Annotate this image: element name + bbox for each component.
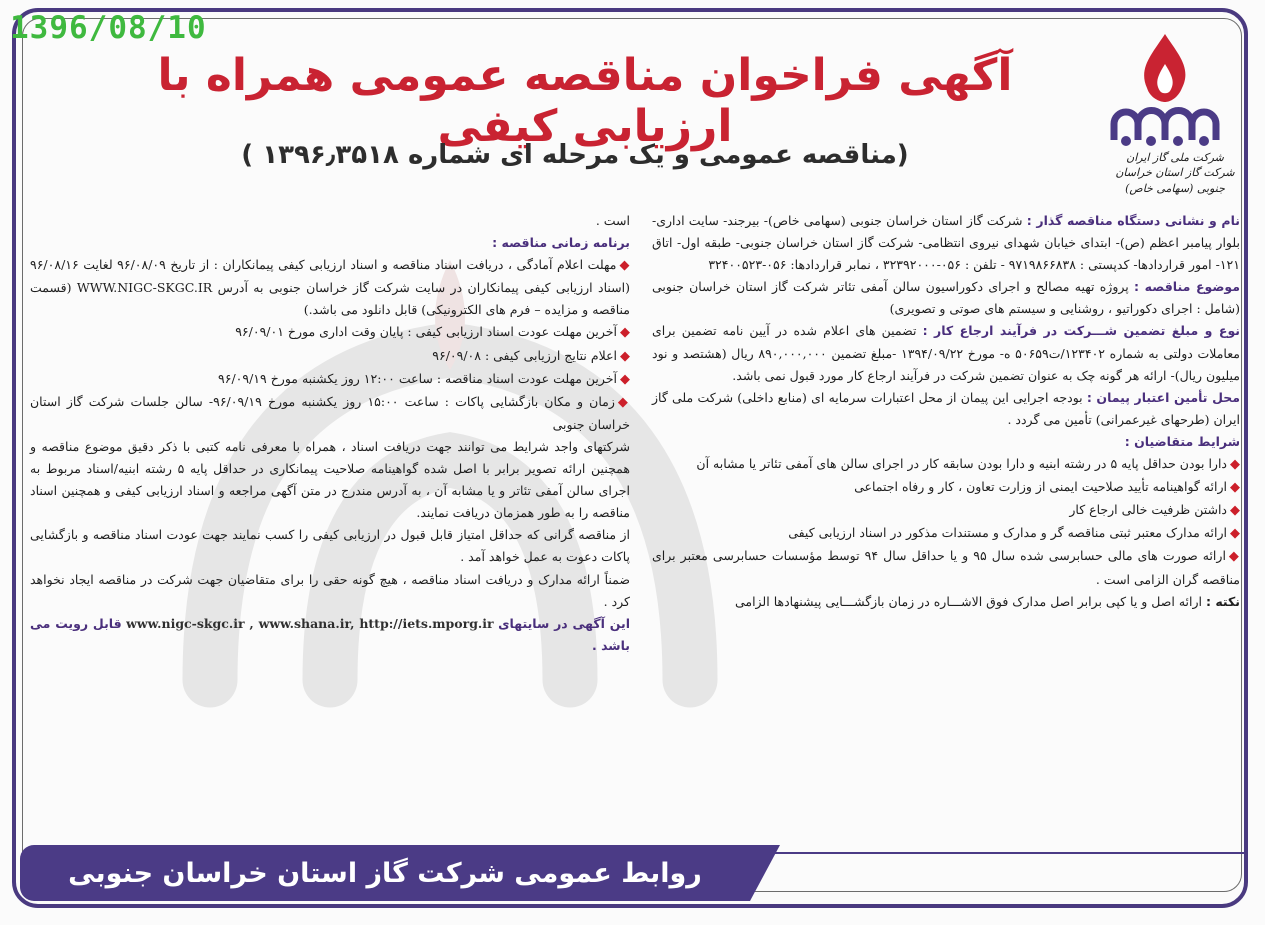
subject-heading: موضوع مناقصه : xyxy=(1134,279,1240,295)
condition-item xyxy=(652,476,1240,499)
left-column xyxy=(30,210,630,657)
funding-text: بودجه اجرایی این پیمان از محل اعتبارات سرمایه ای (منابع داخلی) شرکت ملی گاز ایران (طرحهای غیرعمرانی) تأمین می گردد . xyxy=(652,389,1240,427)
schedule-item xyxy=(30,391,630,436)
qualification-paragraph: از مناقصه گرانی که حداقل امتیاز قابل قبول در ارزیابی کیفی را کسب نمایند جهت عودت اسناد مناقصه و بازگشایی پاکات دعوت به عمل خواهد آمد . xyxy=(30,527,630,565)
schedule-heading: برنامه زمانی مناقصه : xyxy=(492,235,630,251)
schedule-text: زمان و مکان بازگشایی پاکات : ساعت ۱۵:۰۰ روز یکشنبه مورخ ۹۶/۰۹/۱۹- سالن جلسات شرکت گاز استان خراسان جنوبی xyxy=(30,393,630,432)
footer-signature: روابط عمومی شرکت گاز استان خراسان جنوبی xyxy=(68,857,702,889)
condition-item xyxy=(652,499,1240,522)
diamond-bullet-icon: ◆ xyxy=(1230,457,1240,473)
schedule-heading-row xyxy=(30,232,630,254)
footer-band xyxy=(20,845,750,901)
schedule-item xyxy=(30,345,630,368)
subject-section xyxy=(652,276,1240,320)
tender-number-subtitle: (مناقصه عمومی و یک مرحله ای شماره ۱۳۹۶٫۳۵۱۸ ) xyxy=(241,140,909,170)
organizer-text: شرکت گاز استان خراسان جنوبی (سهامی خاص)- بیرجند- سایت اداری- بلوار پیامبر اعظم (ص)- ابتدای خیابان شهدای نیروی انتظامی- شرکت گاز استان خراسان جنوبی- طبقه اول- اتاق ۱۲۱- امور قراردادها- کدپستی : ۹۷۱۹۸۶۶۸۳۸ - تلفن : ۰۵۶-۳۲۳۹۲۰۰۰ ، نمابر قراردادها: ۰۵۶-۳۲۴۰۰۵۲۳ xyxy=(652,213,1240,273)
funding-heading: محل تأمین اعتبار پیمان : xyxy=(1086,389,1240,405)
note-heading: نکته : xyxy=(1206,593,1240,609)
organizer-section xyxy=(652,210,1240,276)
schedule-item xyxy=(30,254,630,321)
schedule-item xyxy=(30,368,630,391)
diamond-bullet-icon: ◆ xyxy=(620,371,630,387)
condition-text: داشتن ظرفیت خالی ارجاع کار xyxy=(1069,502,1227,518)
condition-item xyxy=(652,522,1240,545)
schedule-text: اعلام نتایج ارزیابی کیفی : ۹۶/۰۹/۰۸ xyxy=(432,347,617,363)
diamond-bullet-icon: ◆ xyxy=(1230,503,1240,519)
right-column xyxy=(652,210,1240,613)
nigc-logo-icon xyxy=(1100,28,1230,148)
funding-section xyxy=(652,387,1240,431)
diamond-bullet-icon: ◆ xyxy=(1228,549,1240,565)
continuation-text: است . xyxy=(595,213,630,228)
diamond-bullet-icon: ◆ xyxy=(619,258,630,274)
condition-text: ارائه گواهینامه تأیید صلاحیت ایمنی از وزارت تعاون ، کار و رفاه اجتماعی xyxy=(854,479,1227,495)
company-line-parent: شرکت ملی گاز ایران xyxy=(1126,151,1224,164)
schedule-text: آخرین مهلت عودت اسناد ارزیابی کیفی : پایان وقت اداری مورخ ۹۶/۰۹/۰۱ xyxy=(235,324,617,340)
websites-suffix: قابل رویت می باشد . xyxy=(30,615,630,653)
page-title: آگهی فراخوان مناقصه عمومی همراه با ارزیابی کیفی xyxy=(157,50,1013,152)
guarantee-section xyxy=(652,320,1240,386)
condition-item xyxy=(652,453,1240,476)
note-section xyxy=(652,591,1240,613)
condition-item xyxy=(652,545,1240,590)
diamond-bullet-icon: ◆ xyxy=(617,394,630,410)
condition-text: دارا بودن حداقل پایه ۵ در رشته ابنیه و دارا بودن سابقه کار در اجرای سالن های آمفی تئاتر یا مشابه آن xyxy=(696,456,1227,472)
diamond-bullet-icon: ◆ xyxy=(1230,526,1240,542)
websites-links[interactable]: www.nigc-skgc.ir , www.shana.ir, http://iets.mporg.ir xyxy=(126,615,494,631)
guarantee-text: تضمین های اعلام شده در آیین نامه تضمین برای معاملات دولتی به شماره ۱۲۳۴۰۲/ت۵۰۶۵۹ ه- مورخ ۱۳۹۴/۰۹/۲۲ -مبلغ تضمین ۸۹۰,۰۰۰,۰۰۰ ریال (هشتصد و نود میلیون ریال)- ارائه هر گونه چک به عنوان تضمین شرکت در فرآیند ارجاع کار مورد قبول نمی باشد. xyxy=(652,323,1240,383)
footer-rule xyxy=(755,852,1245,854)
subject-text: پروژه تهیه مصالح و اجرای دکوراسیون سالن آمفی تئاتر شرکت گاز استان خراسان جنوبی (شامل : اجرای دکوراتیو ، روشنایی و سیستم های صوتی و تصویری) xyxy=(652,279,1240,317)
documents-paragraph: شرکتهای واجد شرایط می توانند جهت دریافت اسناد ، همراه با معرفی نامه کتبی با ذکر دقیق موضوع مناقصه و همچنین ارائه تصویر برابر با اصل شده گواهینامه صلاحیت پیمانکاری در حداقل پایه ۵ رشته ابنیه/اسناد مربوط به اجرای سالن آمفی تئاتر و یا مشابه آن ، به آدرس مندرج در متن آگهی مراجعه و اسناد ارزیابی کیفی و همچنین اسناد مناقصه را به طور همزمان دریافت نمایند. xyxy=(30,438,630,521)
company-name xyxy=(1105,150,1245,196)
schedule-item xyxy=(30,321,630,344)
organizer-heading: نام و نشانی دستگاه مناقصه گذار : xyxy=(1026,213,1240,228)
websites-prefix: این آگهی در سایتهای xyxy=(498,615,631,631)
guarantee-heading: نوع و مبلغ تضمین شـــرکت در فرآیند ارجاع کار : xyxy=(922,323,1240,339)
diamond-bullet-icon: ◆ xyxy=(620,325,630,341)
websites-paragraph xyxy=(30,613,630,657)
diamond-bullet-icon: ◆ xyxy=(1230,480,1240,496)
conditions-heading-row xyxy=(652,431,1240,453)
conditions-heading: شرایط متقاضیان : xyxy=(1124,433,1240,449)
schedule-text: آخرین مهلت عودت اسناد مناقصه : ساعت ۱۲:۰۰ روز یکشنبه مورخ ۹۶/۰۹/۱۹ xyxy=(218,370,617,386)
company-line-local: شرکت گاز استان خراسان جنوبی (سهامی خاص) xyxy=(1115,166,1235,195)
condition-text: ارائه مدارک معتبر ثبتی مناقصه گر و مدارک و مستندات مذکور در اسناد ارزیابی کیفی xyxy=(788,525,1227,541)
schedule-text: مهلت اعلام آمادگی ، دریافت اسناد مناقصه و اسناد ارزیابی کیفی پیمانکاران : از تاریخ ۹۶/۰۸/۰۹ لغایت ۹۶/۰۸/۱۶ (اسناد ارزیابی کیفی پیمانکاران در سایت شرکت گاز خراسان جنوبی به آدرس WWW.NIGC-SKGC.IR (قسمت مناقصه و مزایده – فرم های الکترونیکی) قابل دانلود می باشد.) xyxy=(30,257,630,318)
diamond-bullet-icon: ◆ xyxy=(620,348,630,364)
disclaimer-paragraph: ضمناً ارائه مدارک و دریافت اسناد مناقصه ، هیچ گونه حقی را برای متقاضیان جهت شرکت در مناقصه ایجاد نخواهد کرد . xyxy=(30,571,630,609)
condition-text: ارائه صورت های مالی حسابرسی شده سال ۹۵ و یا حداقل سال ۹۴ توسط مؤسسات حسابرسی معتبر برای مناقصه گران الزامی است . xyxy=(652,548,1240,587)
date-stamp: 1396/08/10 xyxy=(10,10,207,46)
note-text: ارائه اصل و یا کپی برابر اصل مدارک فوق الاشـــاره در زمان بازگشـــایی پیشنهادها الزامی xyxy=(734,593,1203,609)
